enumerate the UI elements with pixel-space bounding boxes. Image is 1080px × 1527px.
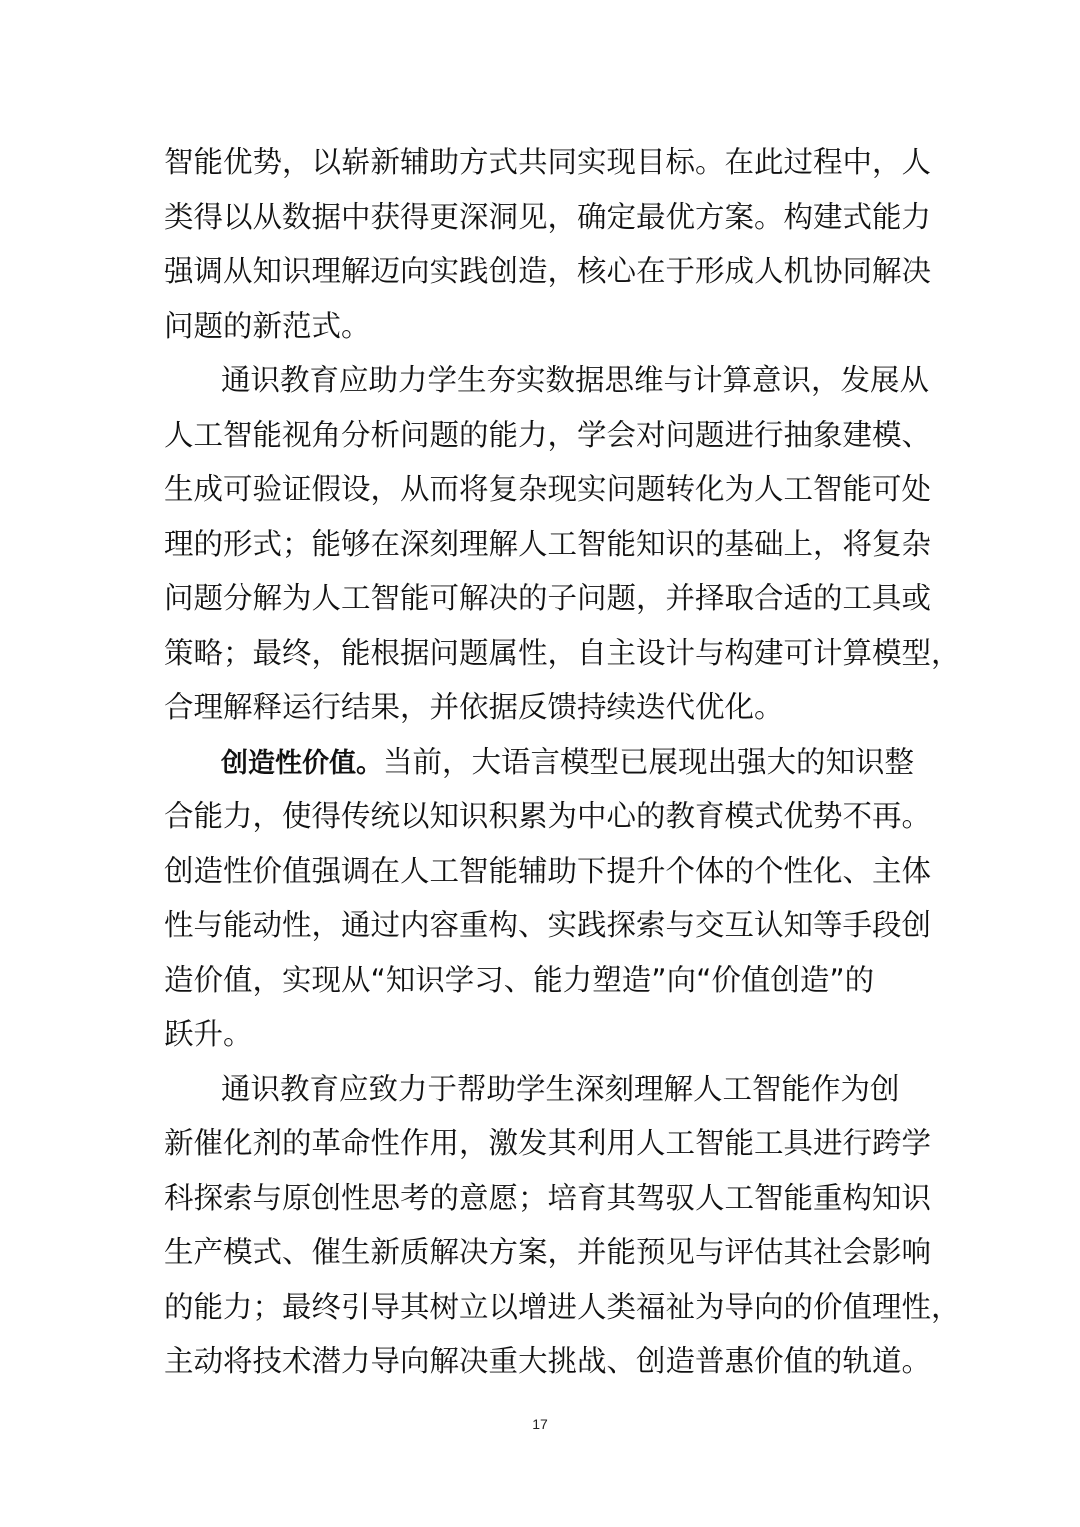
text-line: 主动将技术潜力导向解决重大挑战、创造普惠价值的轨道。 bbox=[164, 1344, 932, 1378]
text-line: 合能力，使得传统以知识积累为中心的教育模式优势不再。 bbox=[164, 799, 932, 833]
paragraph bbox=[164, 135, 932, 353]
text-line: 跃升。 bbox=[164, 1017, 253, 1051]
paragraph bbox=[164, 1062, 961, 1389]
text-line: 新催化剂的革命性作用，激发其利用人工智能工具进行跨学 bbox=[164, 1126, 932, 1160]
text-line: 创造性价值强调在人工智能辅助下提升个体的个性化、主体 bbox=[164, 853, 932, 888]
text-line: 科探索与原创性思考的意愿；培育其驾驭人工智能重构知识 bbox=[164, 1180, 932, 1215]
text-line: 的能力；最终引导其树立以增进人类福祉为导向的价值理性， bbox=[164, 1289, 961, 1324]
text-line: 智能优势，以崭新辅助方式共同实现目标。在此过程中，人 bbox=[164, 145, 932, 179]
text-line: 性与能动性，通过内容重构、实践探索与交互认知等手段创 bbox=[164, 908, 932, 942]
text-line: 强调从知识理解迈向实践创造，核心在于形成人机协同解决 bbox=[164, 254, 932, 288]
paragraph-heading: 创造性价值。 bbox=[221, 747, 383, 779]
text-line: 造价值，实现从“知识学习、能力塑造”向“价值创造”的 bbox=[164, 962, 875, 997]
text-line: 策略；最终，能根据问题属性，自主设计与构建可计算模型， bbox=[164, 635, 961, 670]
text-line: 通识教育应致力于帮助学生深刻理解人工智能作为创 bbox=[221, 1071, 900, 1106]
text-line: 类得以从数据中获得更深洞见，确定最优方案。构建式能力 bbox=[164, 199, 932, 234]
text-line bbox=[164, 735, 924, 790]
page-number: 17 bbox=[532, 1416, 548, 1432]
text-line: 人工智能视角分析问题的能力，学会对问题进行抽象建模、 bbox=[164, 417, 932, 452]
text-run: 当前，大语言模型已展现出强大的知识整 bbox=[383, 744, 915, 779]
text-line: 通识教育应助力学生夯实数据思维与计算意识，发展从 bbox=[221, 363, 930, 397]
document-body bbox=[164, 135, 961, 1389]
text-line: 问题的新范式。 bbox=[164, 308, 371, 343]
text-line: 问题分解为人工智能可解决的子问题，并择取合适的工具或 bbox=[164, 581, 932, 615]
paragraph bbox=[164, 353, 961, 735]
paragraph bbox=[164, 735, 932, 1062]
text-line: 生产模式、催生新质解决方案，并能预见与评估其社会影响 bbox=[164, 1235, 932, 1269]
text-line: 理的形式；能够在深刻理解人工智能知识的基础上，将复杂 bbox=[164, 526, 932, 561]
text-line: 合理解释运行结果，并依据反馈持续迭代优化。 bbox=[164, 690, 784, 724]
text-line: 生成可验证假设，从而将复杂现实问题转化为人工智能可处 bbox=[164, 472, 932, 506]
